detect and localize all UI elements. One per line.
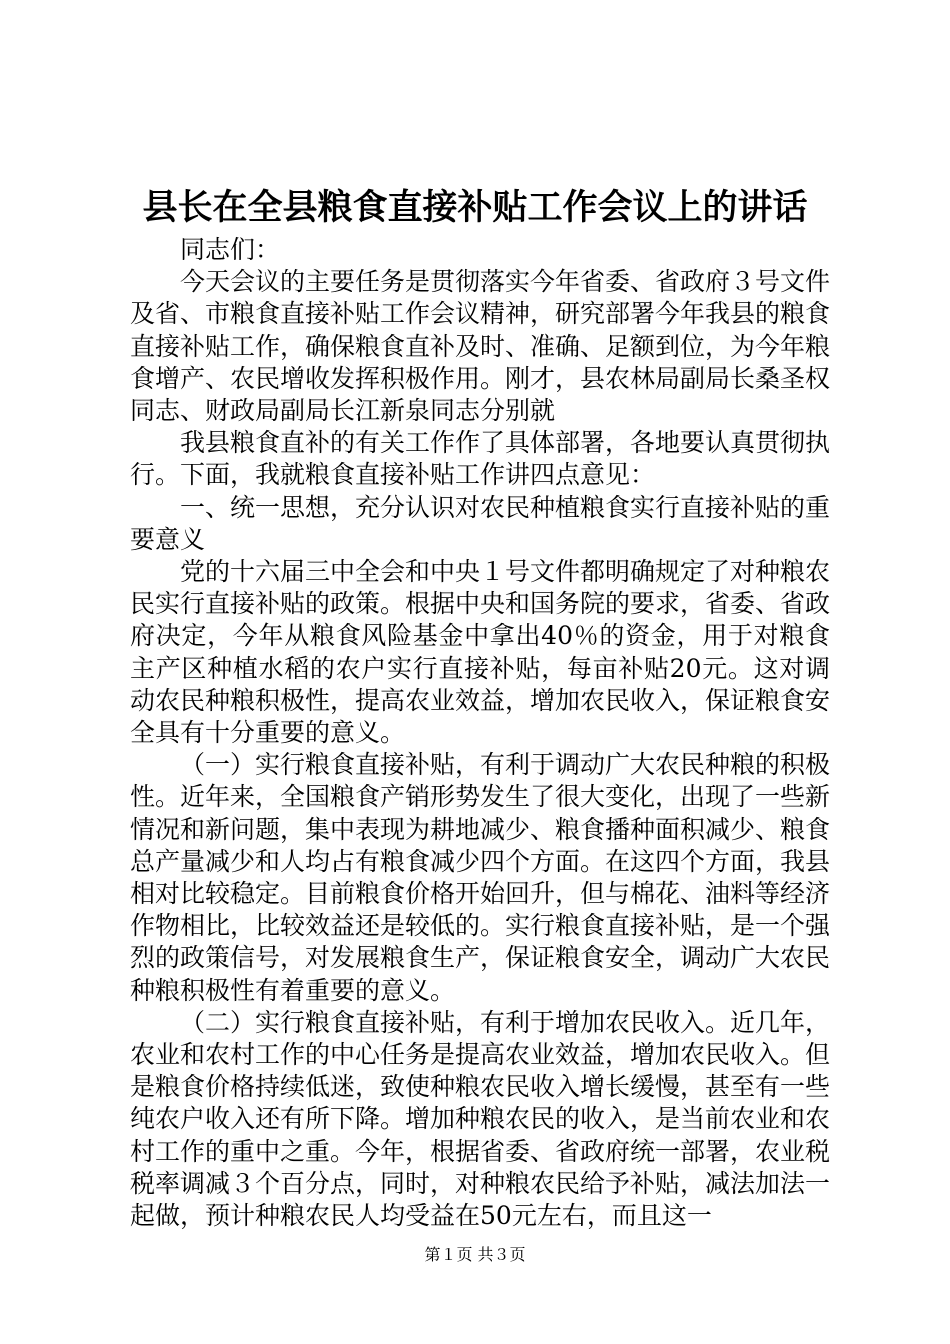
section-heading: 一、统一思想，充分认识对农民种植粮食实行直接补贴的重要意义 — [130, 492, 831, 554]
body-paragraph: 党的十六届三中全会和中央１号文件都明确规定了对种粮农民实行直接补贴的政策。根据中央和国务院的要求，省委、省政府决定，今年从粮食风险基金中拿出40％的资金，用于对粮食主产区种植水稻的农户实行直接补贴，每亩补贴20元。这对调动农民种粮积极性，提高农业效益，增加农民收入，保证粮食安全具有十分重要的意义。 — [130, 557, 831, 748]
document-body — [130, 234, 830, 1232]
document-title: 县长在全县粮食直接补贴工作会议上的讲话 — [142, 187, 808, 228]
subsection-paragraph: （二）实行粮食直接补贴，有利于增加农民收入。近几年，农业和农村工作的中心任务是提高农业效益，增加农民收入。但是粮食价格持续低迷，致使种粮农民收入增长缓慢，甚至有一些纯农户收入还有所下降。增加种粮农民的收入，是当前农业和农村工作的重中之重。今年，根据省委、省政府统一部署，农业税税率调减３个百分点，同时，对种粮农民给予补贴，减法加法一起做，预计种粮农民人均受益在50元左右，而且这一 — [130, 1007, 831, 1231]
body-paragraph: 我县粮食直补的有关工作作了具体部署，各地要认真贯彻执行。下面，我就粮食直接补贴工作讲四点意见： — [130, 428, 831, 490]
body-paragraph: 今天会议的主要任务是贯彻落实今年省委、省政府３号文件及省、市粮食直接补贴工作会议精神，研究部署今年我县的粮食直接补贴工作，确保粮食直补及时、准确、足额到位，为今年粮食增产、农民增收发挥积极作用。刚才，县农林局副局长桑圣权同志、财政局副局长江新泉同志分别就 — [130, 267, 831, 426]
page-footer: 第１页 共３页 — [424, 1245, 526, 1264]
subsection-paragraph: （一）实行粮食直接补贴，有利于调动广大农民种粮的积极性。近年来，全国粮食产销形势发生了很大变化，出现了一些新情况和新问题，集中表现为耕地减少、粮食播种面积减少、粮食总产量减少和人均占有粮食减少四个方面。在这四个方面，我县相对比较稳定。目前粮食价格开始回升，但与棉花、油料等经济作物相比，比较效益还是较低的。实行粮食直接补贴，是一个强烈的政策信号，对发展粮食生产，保证粮食安全，调动广大农民种粮积极性有着重要的意义。 — [130, 750, 831, 1005]
salutation-paragraph: 同志们： — [180, 235, 281, 264]
